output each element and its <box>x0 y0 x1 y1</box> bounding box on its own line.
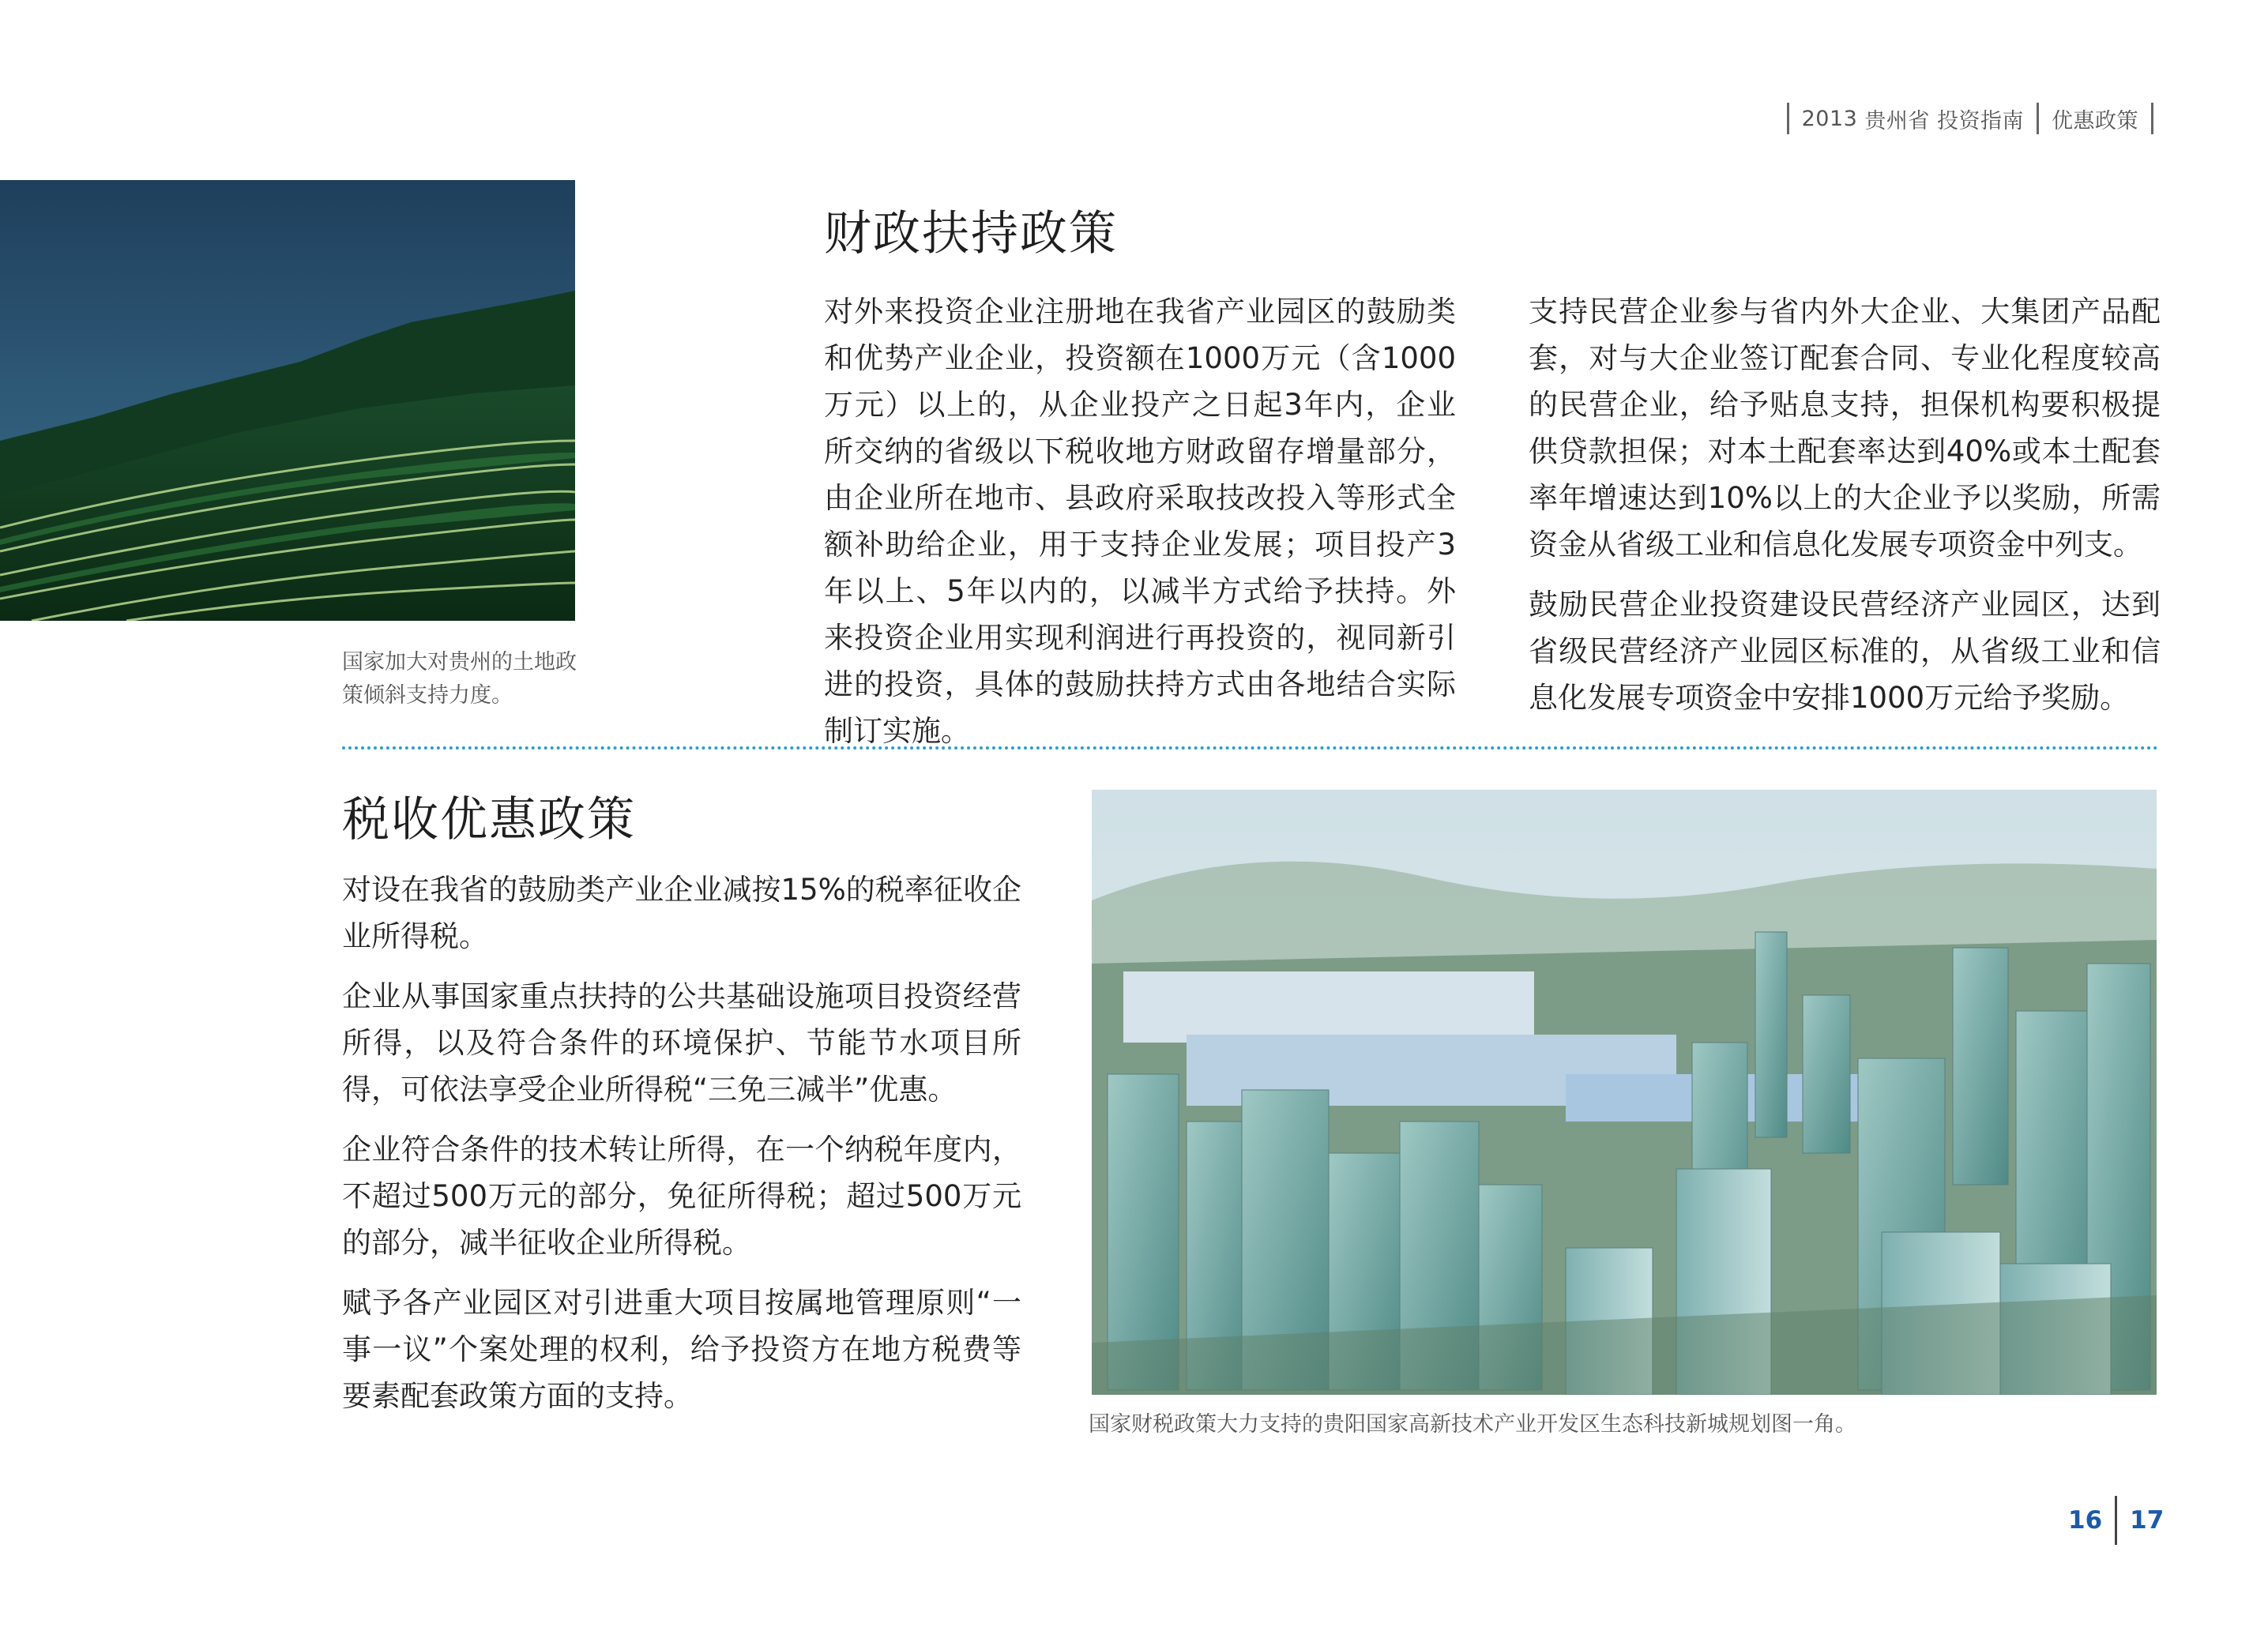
city-caption: 国家财税政策大力支持的贵阳国家高新技术产业开发区生态科技新城规划图一角。 <box>1089 1412 1856 1437</box>
fiscal-column-left <box>824 288 1456 768</box>
fiscal-paragraph: 支持民营企业参与省内外大企业、大集团产品配套，对与大企业签订配套合同、专业化程度较高的民营企业，给予贴息支持，担保机构要积极提供贷款担保；对本土配套率达到40%或本土配套率年增速达到10%以上的大企业予以奖励，所需资金从省级工业和信息化发展专项资金中列支。 <box>1529 295 2161 562</box>
fiscal-policy-title: 财政扶持政策 <box>824 206 1118 261</box>
fiscal-paragraph: 鼓励民营企业投资建设民营经济产业园区，达到省级民营经济产业园区标准的，从省级工业和信息化发展专项资金中安排1000万元给予奖励。 <box>1529 588 2161 715</box>
fiscal-paragraph: 对外来投资企业注册地在我省产业园区的鼓励类和优势产业企业，投资额在1000万元（含1000万元）以上的，从企业投产之日起3年内，企业所交纳的省级以下税收地方财政留存增量部分，由企业所在地市、县政府采取技改投入等形式全额补助给企业，用于支持企业发展；项目投产3年以上、5年以内的，以减半方式给予扶持。外来投资企业用实现利润进行再投资的，视同新引进的投资，具体的鼓励扶持方式由各地结合实际制订实施。 <box>824 295 1456 748</box>
header-bar-middle <box>2037 103 2039 134</box>
running-header <box>1774 101 2166 136</box>
terraced-fields-photo <box>0 180 575 621</box>
tax-paragraph: 赋予各产业园区对引进重大项目按属地管理原则“一事一议”个案处理的权利，给予投资方在地方税费等要素配套政策方面的支持。 <box>342 1286 1021 1413</box>
header-year: 2013 <box>1801 106 1858 131</box>
header-guide: 投资指南 <box>1937 108 2024 133</box>
tax-policy-title: 税收优惠政策 <box>342 792 636 847</box>
page-number-left: 16 <box>2068 1506 2103 1535</box>
header-province: 贵州省 <box>1864 108 1930 133</box>
page-numbers <box>2068 1497 2164 1544</box>
tax-paragraph: 企业从事国家重点扶持的公共基础设施项目投资经营所得，以及符合条件的环境保护、节能节水项目所得，可依法享受企业所得税“三免三减半”优惠。 <box>342 979 1021 1107</box>
header-bar-right <box>2151 103 2153 134</box>
terraces-caption: 国家加大对贵州的土地政策倾斜支持力度。 <box>342 650 577 708</box>
fiscal-column-right <box>1529 288 2161 735</box>
page-number-separator <box>2115 1496 2117 1545</box>
page-number-right: 17 <box>2130 1506 2165 1535</box>
city-planning-photo <box>1092 790 2157 1395</box>
tax-paragraph: 对设在我省的鼓励类产业企业减按15%的税率征收企业所得税。 <box>342 873 1021 953</box>
dotted-divider <box>342 746 2159 750</box>
tax-paragraph: 企业符合条件的技术转让所得，在一个纳税年度内，不超过500万元的部分，免征所得税；超过500万元的部分，减半征收企业所得税。 <box>342 1133 1021 1260</box>
tax-column <box>342 866 1021 1433</box>
header-bar-left <box>1787 103 1789 134</box>
header-section: 优惠政策 <box>2052 108 2138 133</box>
